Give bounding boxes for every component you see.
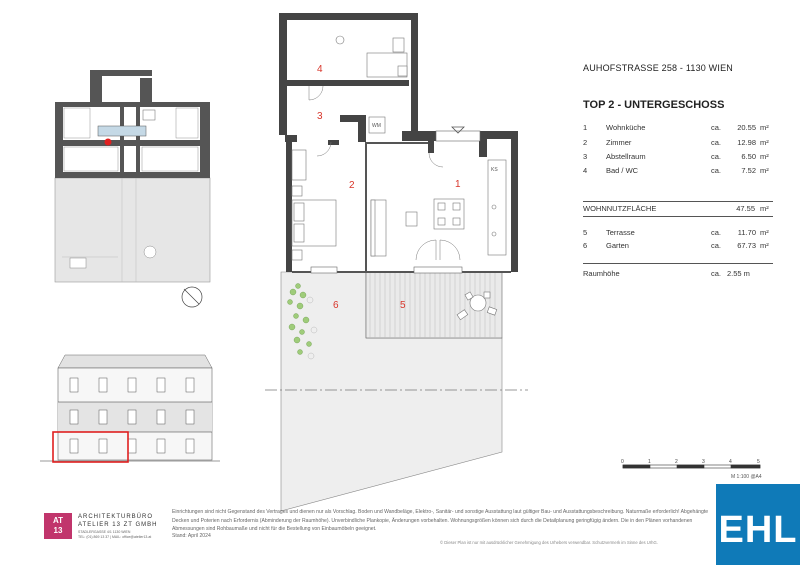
scale-tick: 2: [675, 459, 678, 465]
room-row: 3 Abstellraum ca. 6.50 m²: [583, 152, 769, 161]
room-row: 4 Bad / WC ca. 7.52 m²: [583, 166, 769, 175]
architect-contact: TEL: (01) 869 13 37 | MAIL: office@atelier13.at: [78, 535, 152, 539]
outdoor-row: 5 Terrasse ca. 11.70 m²: [583, 228, 769, 237]
copyright-note: © Dieser Plan ist nur mit ausdrücklicher Genehmigung des Urhebers verwendbar. Schutzvermerk im Sinne des UrhG.: [440, 540, 658, 545]
raumhoehe-label: Raumhöhe: [583, 269, 620, 278]
unit-title: TOP 2 - UNTERGESCHOSS: [583, 99, 725, 111]
room-label-3: 3: [317, 111, 323, 122]
room-label-1: 1: [455, 179, 461, 190]
wohnnutzflaeche-label: WOHNNUTZFLÄCHE: [583, 204, 657, 213]
architect-company: ATELIER 13 ZT GMBH: [78, 522, 158, 528]
scale-tick: 0: [621, 459, 624, 465]
room-label-2: 2: [349, 180, 355, 191]
architect-name: ARCHITEKTURBÜRO: [78, 514, 154, 520]
room-label-4: 4: [317, 64, 323, 75]
plan-date: Stand: April 2024: [172, 533, 211, 539]
room-row: 2 Zimmer ca. 12.98 m²: [583, 138, 769, 147]
washer-label: WM: [372, 123, 381, 129]
address: AUHOFSTRASSE 258 - 1130 WIEN: [583, 63, 733, 73]
architect-logo: AT 13: [44, 513, 72, 539]
outdoor-row: 6 Garten ca. 67.73 m²: [583, 241, 769, 250]
architect-address: STADLERGASSE 4/1 1130 WIEN: [78, 530, 131, 534]
disclaimer-text: Einrichtungen sind nicht Gegenstand des Vertrages und dienen nur als Vorschlag. Boden und Wandbeläge, Elektro-, Sanitär- und sonstige Ausstattung laut gültiger Bau- und Ausstattungsbeschreibung. Naturmaße erforderlich! Abgehängte Decken und Poterien nach Erfordernis (Abminderung der Raumhöhe). Unverbindliche Plankopie, Änderungen vorbehalten. Wohnungsgrößen können sich durch die Detailplanung geringfügig ändern. Die in den Plänen vorhandenen Abmessungen sind Rohbaumaße und nicht für die Bestellung von Einbaumöbeln geeignet.: [172, 509, 709, 532]
room-label-6: 6: [333, 300, 339, 311]
scale-text: M 1:100 @A4: [731, 474, 762, 480]
room-row: 1 Wohnküche ca. 20.55 m²: [583, 123, 769, 132]
scale-tick: 5: [757, 459, 760, 465]
wohnnutzflaeche-value: 47.55: [736, 204, 755, 213]
raumhoehe-ca: ca.: [711, 269, 722, 278]
ehl-logo-text: EHL: [718, 509, 798, 551]
raumhoehe-value: 2.55 m: [727, 269, 750, 278]
scale-tick: 4: [729, 459, 732, 465]
room-label-5: 5: [400, 300, 406, 311]
scale-tick: 1: [648, 459, 651, 465]
wohnnutzflaeche-unit: m²: [760, 204, 769, 213]
scale-tick: 3: [702, 459, 705, 465]
fridge-label: KS: [491, 167, 498, 173]
